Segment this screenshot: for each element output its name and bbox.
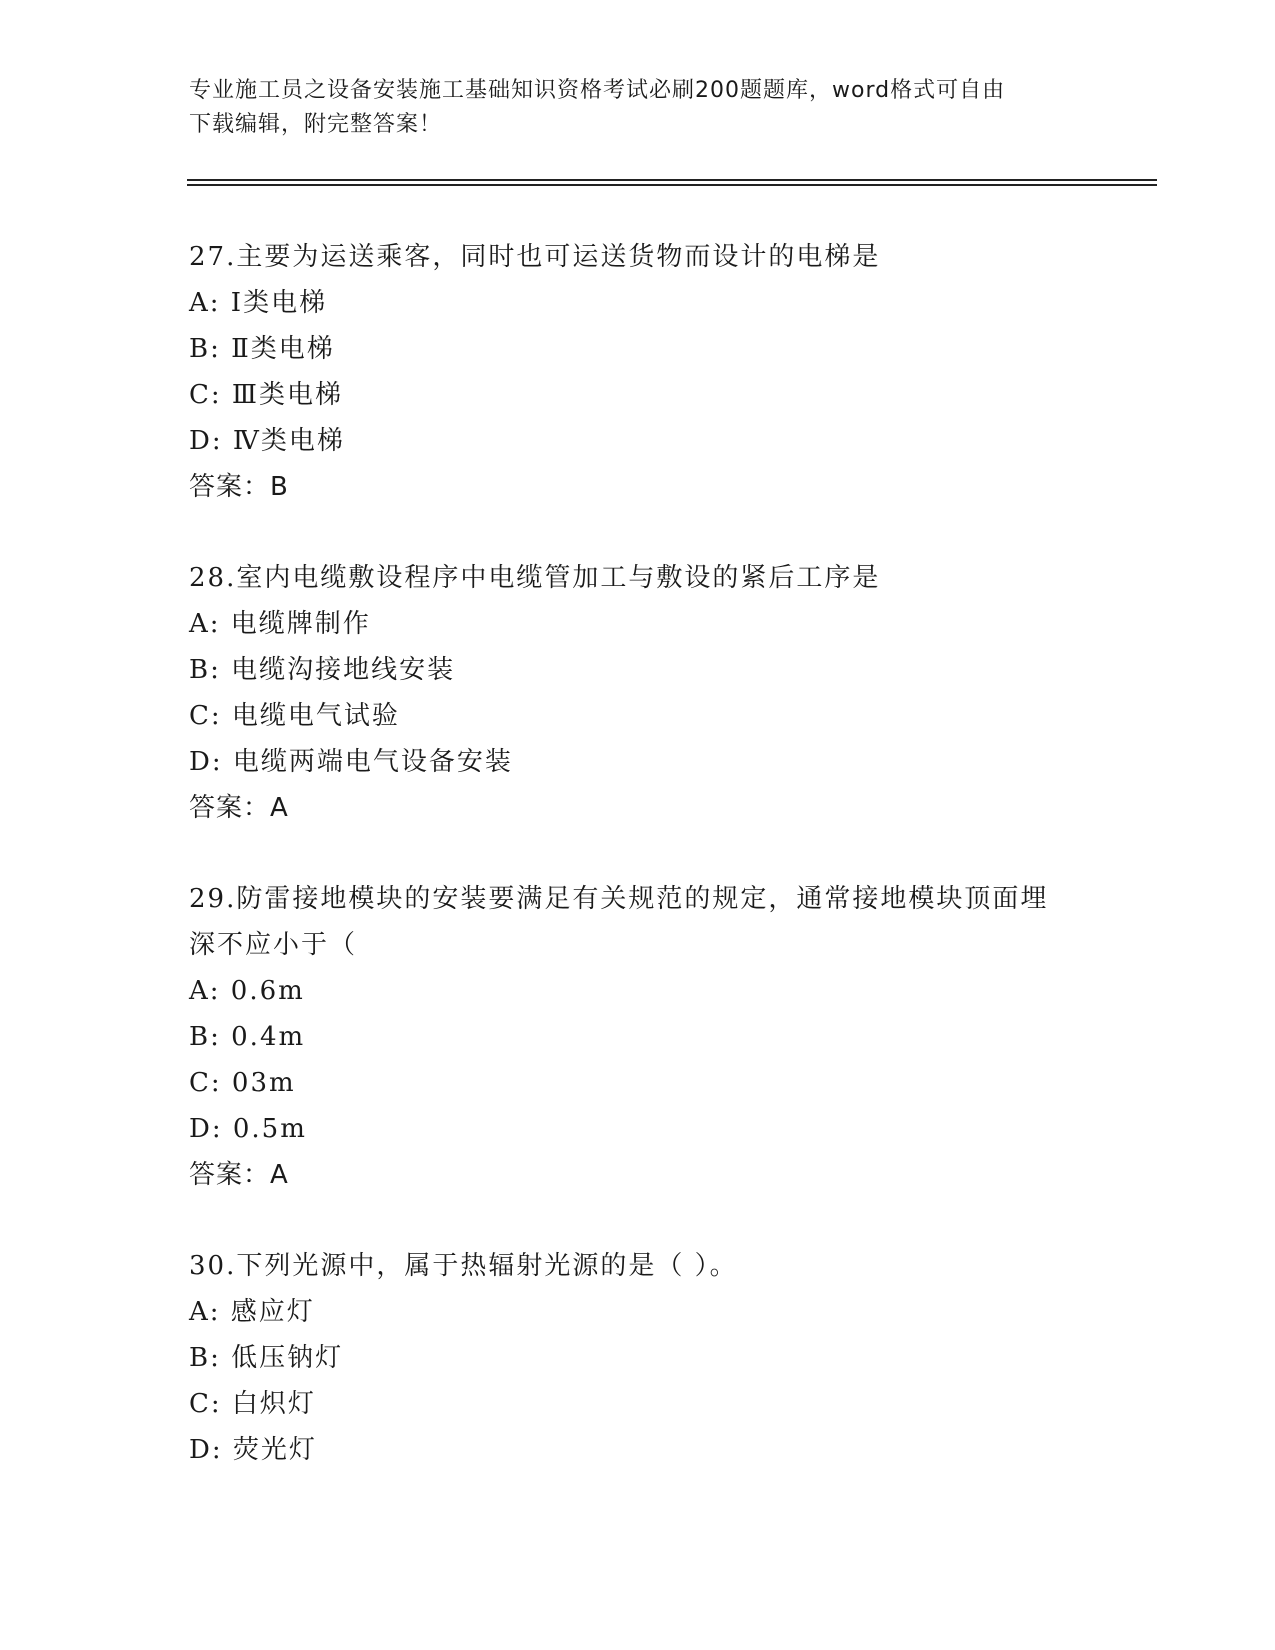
option-d: D: Ⅳ类电梯 bbox=[189, 426, 345, 456]
question-stem: 27.主要为运送乘客，同时也可运送货物而设计的电梯是 bbox=[189, 242, 881, 272]
question-stem-line-2: 深不应小于（ bbox=[189, 930, 358, 960]
question-stem: 30.下列光源中，属于热辐射光源的是（ ）。 bbox=[189, 1251, 738, 1281]
question-29 bbox=[189, 876, 1089, 1198]
question-30 bbox=[189, 1243, 1089, 1473]
header-line-2: 下载编辑，附完整答案！ bbox=[189, 112, 443, 137]
option-d: D: 电缆两端电气设备安装 bbox=[189, 747, 513, 777]
question-stem: 28.室内电缆敷设程序中电缆管加工与敷设的紧后工序是 bbox=[189, 563, 881, 593]
option-b: B: Ⅱ类电梯 bbox=[189, 334, 335, 364]
answer: 答案：A bbox=[189, 793, 289, 823]
question-28 bbox=[189, 555, 1089, 831]
header-divider-bottom bbox=[187, 184, 1157, 186]
document-header bbox=[189, 74, 1089, 142]
option-c: C: 电缆电气试验 bbox=[189, 701, 400, 731]
option-a: A: Ⅰ类电梯 bbox=[189, 288, 328, 318]
answer: 答案：B bbox=[189, 472, 289, 502]
option-a: A: 感应灯 bbox=[189, 1297, 315, 1327]
header-divider-top bbox=[187, 179, 1157, 181]
question-stem-line-1: 29.防雷接地模块的安装要满足有关规范的规定，通常接地模块顶面埋 bbox=[189, 884, 1049, 914]
option-a: A: 电缆牌制作 bbox=[189, 609, 371, 639]
option-c: C: 03m bbox=[189, 1068, 296, 1098]
option-b: B: 0.4m bbox=[189, 1022, 306, 1052]
answer: 答案：A bbox=[189, 1160, 289, 1190]
question-27 bbox=[189, 234, 1089, 510]
option-b: B: 低压钠灯 bbox=[189, 1343, 344, 1373]
option-d: D: 0.5m bbox=[189, 1114, 307, 1144]
option-c: C: 白炽灯 bbox=[189, 1389, 316, 1419]
option-a: A: 0.6m bbox=[189, 976, 305, 1006]
header-line-1: 专业施工员之设备安装施工基础知识资格考试必刷200题题库，word格式可自由 bbox=[189, 78, 1006, 103]
option-b: B: 电缆沟接地线安装 bbox=[189, 655, 456, 685]
option-d: D: 荧光灯 bbox=[189, 1435, 317, 1465]
option-c: C: Ⅲ类电梯 bbox=[189, 380, 343, 410]
